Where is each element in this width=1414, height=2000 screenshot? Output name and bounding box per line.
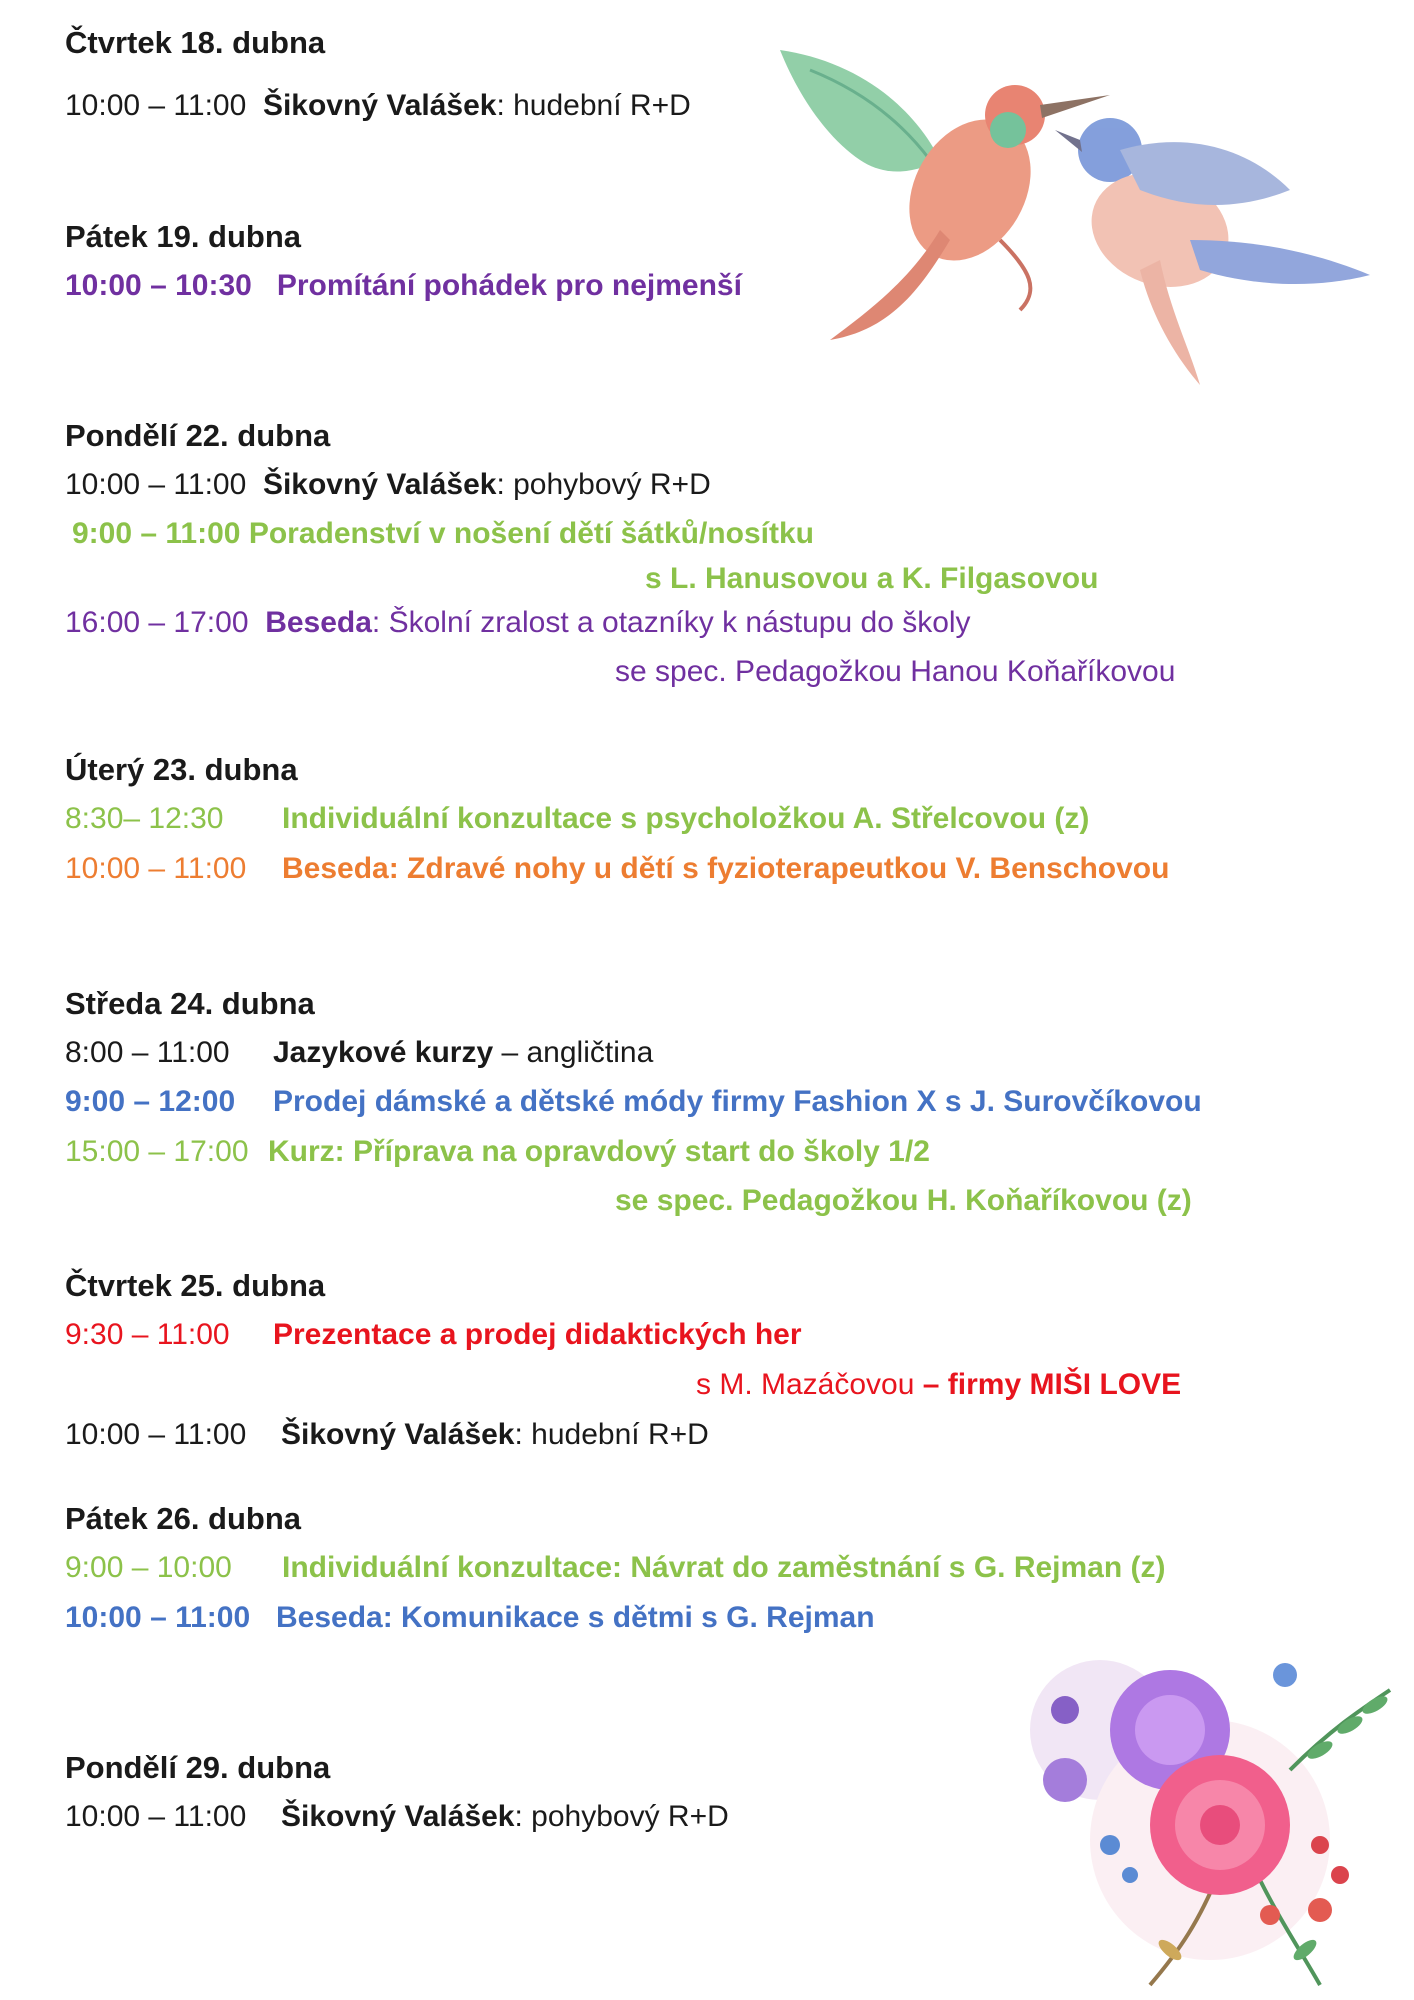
flower-bouquet-illustration [1020,1650,1410,1995]
event-row [65,1549,1166,1587]
event-time: 9:00 – 12:00 [65,1085,236,1118]
event-time: 15:00 – 17:00 [65,1135,249,1168]
event-title: Beseda [265,606,372,639]
event-row [65,267,742,305]
day-heading: Úterý 23. dubna [65,752,298,787]
hummingbird-icon [780,50,1110,340]
event-continuation [696,1366,1181,1404]
event-time: 10:00 – 11:00 [65,89,247,122]
event-title: Individuální konzultace s psycholožkou A. Střelcovou (z) [282,802,1090,835]
event-row [72,515,814,553]
event-continuation-bold: – firmy MIŠI LOVE [914,1368,1182,1401]
event-title: Beseda: Zdravé nohy u dětí s fyzioterapeutkou V. Benschovou [282,852,1170,885]
event-time: 16:00 – 17:00 [65,606,249,639]
event-row [65,466,711,504]
event-time: 9:00 – 10:00 [65,1551,232,1584]
event-row [65,850,1169,888]
event-continuation: s L. Hanusovou a K. Filgasovou [645,562,1099,595]
event-detail: : pohybový R+D [514,1800,729,1833]
event-time: 10:00 – 11:00 [65,1800,247,1833]
event-title: Šikovný Valášek [281,1418,515,1451]
event-detail: : hudební R+D [496,89,691,122]
event-detail: : pohybový R+D [496,468,711,501]
event-row [65,1599,875,1637]
event-row [65,1798,729,1836]
event-time: 10:00 – 10:30 [65,269,252,302]
event-time: 8:00 – 11:00 [65,1036,230,1069]
event-title: Promítání pohádek pro nejmenší [276,269,742,302]
day-heading: Čtvrtek 18. dubna [65,25,326,60]
day-heading: Pátek 19. dubna [65,219,302,254]
day-heading: Středa 24. dubna [65,986,315,1021]
event-row [65,800,1089,838]
event-title: Jazykové kurzy [273,1036,494,1069]
event-title: Kurz: Příprava na opravdový start do školy 1/2 [268,1135,930,1168]
event-time: 9:30 – 11:00 [65,1318,230,1351]
event-continuation: se spec. Pedagožkou H. Koňaříkovou (z) [615,1184,1192,1217]
bluebird-icon [1055,118,1370,385]
event-row [65,1416,709,1454]
event-continuation: se spec. Pedagožkou Hanou Koňaříkovou [615,655,1176,688]
hummingbirds-illustration [770,40,1390,400]
event-time: 10:00 – 11:00 [65,1601,251,1634]
day-heading: Pondělí 22. dubna [65,418,331,453]
event-title: Poradenství v nošení dětí šátků/nosítku [248,517,814,550]
event-continuation-text: s M. Mazáčovou [696,1368,915,1401]
event-detail: : hudební R+D [514,1418,709,1451]
event-row [65,1034,653,1072]
day-heading: Čtvrtek 25. dubna [65,1268,326,1303]
event-detail: : Školní zralost a otazníky k nástupu do školy [371,606,971,639]
event-title: Beseda: Komunikace s dětmi s G. Rejman [276,1601,875,1634]
event-title: Prezentace a prodej didaktických her [273,1318,802,1351]
event-time: 10:00 – 11:00 [65,468,247,501]
event-time: 9:00 – 11:00 [72,517,241,550]
event-time: 8:30– 12:30 [65,802,224,835]
event-row [65,87,691,125]
event-title: Individuální konzultace: Návrat do zaměstnání s G. Rejman (z) [282,1551,1166,1584]
day-heading: Pondělí 29. dubna [65,1750,331,1785]
event-title: Šikovný Valášek [262,89,497,122]
event-title: Prodej dámské a dětské módy firmy Fashion X s J. Surovčíkovou [273,1085,1202,1118]
event-title: Šikovný Valášek [281,1800,515,1833]
event-row [65,1316,802,1354]
event-row [65,1133,930,1171]
event-time: 10:00 – 11:00 [65,852,247,885]
event-row [65,1083,1202,1121]
day-heading: Pátek 26. dubna [65,1501,302,1536]
event-row [65,604,971,642]
event-time: 10:00 – 11:00 [65,1418,247,1451]
event-title: Šikovný Valášek [262,468,497,501]
event-detail: – angličtina [493,1036,654,1069]
